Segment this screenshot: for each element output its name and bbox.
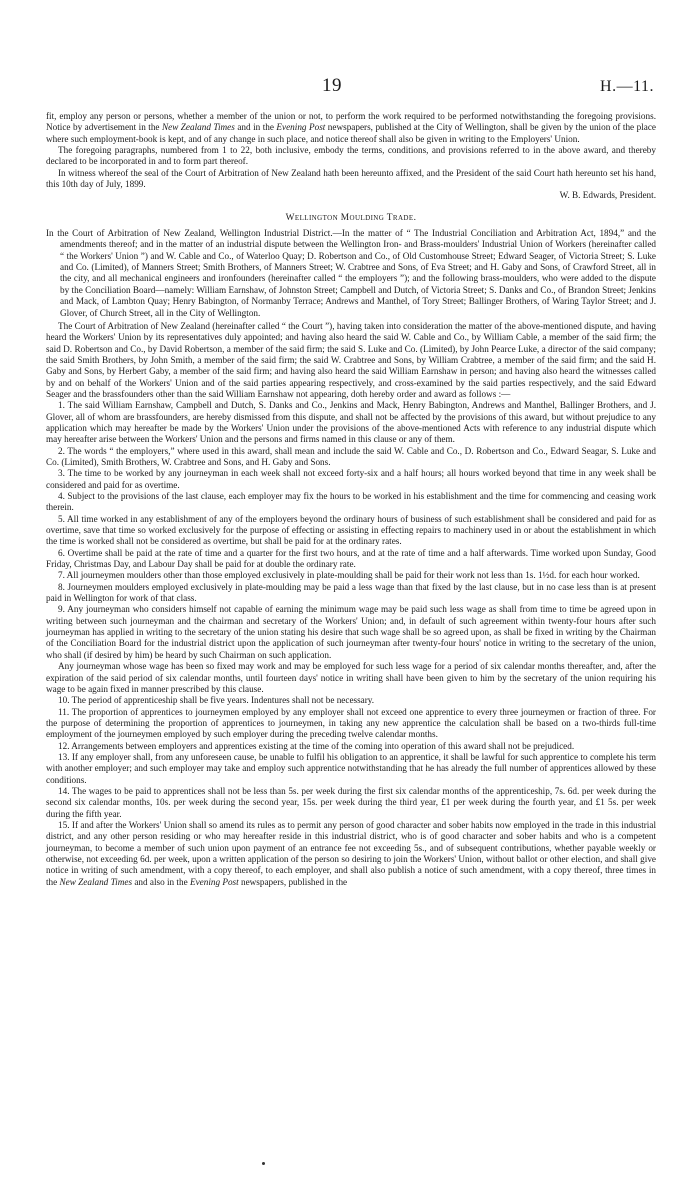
preamble-paragraph-1: fit, employ any person or persons, whether a member of the union or not, to perform the work required to be performed notwithstanding the foregoing provisions. Notice by advertisement in the New Zealand Times and in the Evening Post newspapers, published at the City of Wellington, shall be given by the union of the place where such employment-book is kept, and of any change in such place, and notice thereof shall also be given in writing to the Employers' Union.	[46, 111, 656, 144]
clause-paragraph: 6. Overtime shall be paid at the rate of time and a quarter for the first two hours, and at the rate of time and a half afterwards. Time worked upon Sunday, Good Friday, Christmas Day, and Labour Day shall be paid for at double the ordinary rate.	[46, 547, 656, 570]
preamble-paragraph-2: The foregoing paragraphs, numbered from 1 to 22, both inclusive, embody the terms, conditions, and provisions referred to in the above award, and thereby declared to be incorporated in and to form part thereof.	[46, 145, 656, 167]
signature: W. B. Edwards, President.	[559, 190, 656, 201]
clause-paragraph: 2. The words “ the employers,” where used in this award, shall mean and include the said W. Cable and Co., D. Robertson and Co., Edward Seagar, S. Luke and Co. (Limited), Smith Brothers, W. Crabtree and Sons, and H. Gaby and Sons.	[46, 445, 656, 467]
page-body	[46, 111, 656, 888]
clause-paragraph: 8. Journeymen moulders employed exclusively in plate-moulding may be paid a less wage than that fixed by the last clause, but in no case less than is at present paid in Wellington for work of that class.	[46, 581, 656, 604]
page-reference: H.—11.	[600, 78, 654, 95]
clause-15: 15. If and after the Workers' Union shall so amend its rules as to permit any person of good character and sober habits now employed in the trade in this industrial district, and any other person residing or who may hereafter reside in this industrial district, who is of good character and sober habits and who is a competent journeyman, to become a member of such union upon payment of an entrance fee not exceeding 5s., and of subsequent contributions, whether payable weekly or otherwise, not exceeding 6d. per week, upon a written application of the person so desiring to join the Workers' Union, without ballot or other election, and shall give notice in writing of such amendment, with a copy thereof, to each employer, and shall also publish a notice of such amendment, with a copy thereof, three times in the New Zealand Times and also in the Evening Post newspapers, published in the	[46, 819, 656, 887]
clause-paragraph: 4. Subject to the provisions of the last clause, each employer may fix the hours to be worked in his establishment and the time for commencing and ceasing work therein.	[46, 491, 656, 513]
section-recital: The Court of Arbitration of New Zealand (hereinafter called “ the Court ”), having taken into consideration the matter of the above-mentioned dispute, and having heard the Workers' Union by its representatives duly appointed; and having also heard the said W. Cable and Co., by William Cable, a member of the said firm; the said D. Robertson and Co., by David Robertson, a member of the said firm; the said S. Luke and Co. (Limited), by John Pearce Luke, a director of the said company; the said Smith Brothers, by John Smith, a member of the said firm; the said W. Crabtree and Sons, by William Crabtree, a member of the said firm; and the said H. Gaby and Sons, by Herbert Gaby, a member of the said firm; and having also heard the said William Earnshaw in person; and having also heard the witnesses called by and on behalf of the Workers' Union and of the said parties appearing respectively, and cross-examined by the said parties respectively, and the said Edward Seager and the brassfounders other than the said William Earnshaw not appearing, doth hereby order and award as follows :—	[46, 320, 656, 399]
clause-paragraph: 1. The said William Earnshaw, Campbell and Dutch, S. Danks and Co., Jenkins and Mack, Henry Babington, Andrews and Manthel, Ballinger Brothers, and J. Glover, all of whom are brassfounders, are hereby dismissed from this dispute, and shall not be affected by the provisions of this award, but without prejudice to any application which may hereafter be made by the Workers' Union under the provisions of the above-mentioned Acts with reference to any industrial dispute which may hereafter arise between the Workers' Union and the persons and firms named in this clause or any of them.	[46, 400, 656, 445]
section-heading: Wellington Moulding Trade.	[285, 212, 417, 223]
clause-paragraph: 10. The period of apprenticeship shall be five years. Indentures shall not be necessary.	[58, 695, 375, 706]
page-number: 19	[322, 75, 342, 96]
clause-paragraph: 11. The proportion of apprentices to journeymen employed by any employer shall not exceed one apprentice to every three journeymen or fraction of three. For the purpose of determining the proportion of apprentices to journeymen, in taking any new apprentice the calculation shall be based on a two-thirds full-time employment of the journeymen employed by such employer during the preceding twelve calendar months.	[46, 706, 656, 740]
clause-paragraph: 9. Any journeyman who considers himself not capable of earning the minimum wage may be paid such less wage as shall from time to time be agreed upon in writing between such journeyman and the chairman and secretary of the Workers' Union; and, in default of such agreement within twenty-four hours after such journeyman has applied in writing to the secretary of the union stating his desire that such wage shall be so agreed upon, as shall be fixed in writing by the Chairman of the Conciliation Board for the industrial district upon the application of such journeyman after twenty-four hours' notice in writing to the secretary of the union, who shall (if desired by him) be heard by such Chairman on such application.	[46, 604, 656, 660]
clause-paragraph: 14. The wages to be paid to apprentices shall not be less than 5s. per week during the first six calendar months of the apprenticeship, 7s. 6d. per week during the second six calendar months, 10s. per week during the second year, 15s. per week during the third year, £1 per week during the fourth year, and £1 5s. per week during the fifth year.	[46, 785, 656, 819]
clause-paragraph: 5. All time worked in any establishment of any of the employers beyond the ordinary hours of business of such establishment shall be considered and paid for as overtime, save that time so worked exclusively for the purpose of effecting or assisting in effecting repairs to machinery used in or about the establishment in which the time is worked shall not be considered as overtime, but shall be paid for at the ordinary rates.	[46, 513, 656, 547]
clause-paragraph: 13. If any employer shall, from any unforeseen cause, be unable to fulfil his obligation to an apprentice, it shall be lawful for such apprentice to complete his term with another employer; and such employer may take and employ such apprentice notwithstanding that he has already the full number of apprentices allowed by these conditions.	[46, 751, 656, 785]
clause-paragraph: 3. The time to be worked by any journeyman in each week shall not exceed forty-six and a half hours; all hours worked beyond that time in any week shall be considered and paid for as overtime.	[46, 468, 656, 490]
clause-paragraph: 7. All journeymen moulders other than those employed exclusively in plate-moulding shall be paid for their work not less than 1s. 1½d. for each hour worked.	[58, 570, 640, 581]
clause-list	[46, 400, 656, 820]
section-intro: In the Court of Arbitration of New Zealand, Wellington Industrial District.—In the matter of “ The Industrial Conciliation and Arbitration Act, 1894,” and the amendments thereof; and in the matter of an industrial dispute between the Wellington Iron- and Brass-moulders' Industrial Union of Workers (hereinafter called “ the Workers' Union ”) and W. Cable and Co., of Waterloo Quay; D. Robertson and Co., of Old Customhouse Street; Edward Seager, of Victoria Street; S. Luke and Co. (Limited), of Manners Street; Smith Brothers, of Manners Street; W. Crabtree and Sons, of Eva Street; and H. Gaby and Sons, of Crawford Street, all in the city, and all mechanical engineers and ironfounders (hereinafter called “ the employers ”); and the following brass-moulders, who were added to the dispute by the Conciliation Board—namely: William Earnshaw, of Johnston Street; Campbell and Dutch, of Victoria Street; S. Danks and Co., of Brandon Street; Jenkins and Mack, of Lambton Quay; Henry Babington, of Normanby Terrace; Andrews and Manthel, of Tory Street; Ballinger Brothers, of Waring Taylor Street; and J. Glover, of Church Street, all in the City of Wellington.	[46, 228, 656, 318]
clause-paragraph: 12. Arrangements between employers and apprentices existing at the time of the coming into operation of this award shall not be prejudiced.	[58, 740, 575, 751]
clause-paragraph: Any journeyman whose wage has been so fixed may work and may be employed for such less wage for a period of six calendar months thereafter, and, after the expiration of the said period of six calendar months, until fourteen days' notice in writing shall have been given to him by the secretary of the union requiring his wage to be again fixed in manner prescribed by this clause.	[46, 661, 656, 694]
ink-mark	[262, 1162, 265, 1165]
preamble-paragraph-3: In witness whereof the seal of the Court of Arbitration of New Zealand hath been hereunto affixed, and the President of the said Court hath hereunto set his hand, this 10th day of July, 1899.	[46, 167, 656, 190]
